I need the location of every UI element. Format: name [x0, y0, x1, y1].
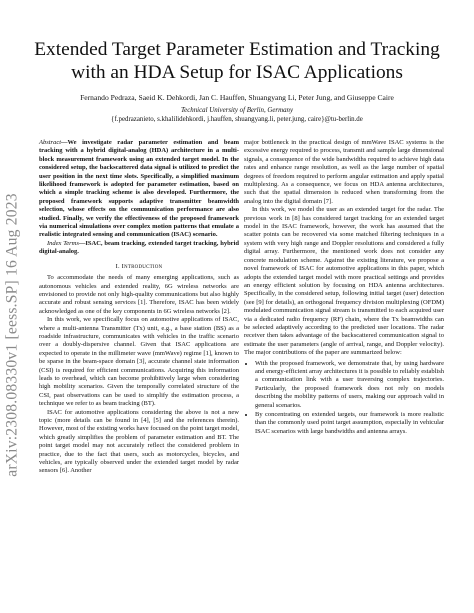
contribution-item: • By concentrating on extended targets, our framework is more realistic than the commonly used point target assumption, especially in vehicular ISAC scenarios with large bandwidths and antenna arrays. [255, 411, 444, 436]
contribution-list [244, 360, 444, 437]
left-column [39, 139, 239, 476]
affiliation: Technical University of Berlin, Germany [180, 107, 294, 114]
abstract-text: —We investigate radar parameter estimation and beam tracking with a hybrid digital-analog (HDA) architecture in a multi-block measurement framework using an extended target model. In the considered setup, the backscattered data signal is utilized to predict the user position in the next time slots. Specifically, a simplified maximum likelihood framework is adopted for parameter estimation, based on which a simple tracking scheme is also developed. Furthermore, the proposed framework supports adaptive transmitter beamwidth selection, whose effects on the communication performance are also studied. Finally, we verify the effectiveness of the proposed framework via numerical simulations over complex motion patterns that emulate a realistic integrated sensing and communication (ISAC) scenario. [39, 139, 239, 239]
author-list: Fernando Pedraza, Saeid K. Dehkordi, Jan C. Hauffen, Shuangyang Li, Peter Jung, and Giuseppe Caire [80, 93, 394, 102]
abstract [39, 139, 239, 240]
index-terms-label: Index Terms [47, 239, 79, 247]
index-terms [39, 240, 239, 257]
paragraph: In this work, we specifically focus on automotive applications of ISAC, where a multi-antenna Transmitter (Tx) unit, e.g., a base station (BS) as a roadside infrastructure, communicates with vehicles in the traffic scenario over a doubly-dispersive channel. Given that ISAC applications are expected to operate in the millimeter wave (mmWave) regime [1], known to be sparse in the beam-space domain [3], accurate channel state information (CSI) is required for efficient communications. Acquiring this information leads to overhead, which can become prohibitively large when considering high mobility scenarios. Given the temporally correlated structure of the CSI, past observations can be used to simplify the estimation process, a technique we refer to as beam tracking (BT). [39, 316, 239, 408]
paragraph: major bottleneck in the practical design of mmWave ISAC systems is the excessive energy required to process, transmit and sample large dimensional signals, a consequence of the wide bandwidths required to achieve high data rates and enhance range resolution, as well as the large number of spatial degrees of freedom required to perform angular estimation and apply spatial multiplexing. As a consequence, we focus on HDA antenna architectures, such that the spatial dimension is reduced when transforming from the analog into the digital domain [7]. [244, 139, 444, 205]
paragraph: In this work, we model the user as an extended target for the radar. The previous work in [8] has considered target tracking for an extended target model in the ISAC framework, however, the work has assumed that the scatter points can be recovered via some matched filtering techniques in a system with very high range and Doppler resolutions and considered a fully digital array. Furthermore, the mentioned work does not consider any concrete modulation scheme. Against the existing literature, we propose a novel framework of ISAC for automotive applications in this paper, which adopts the extended target model with more practical settings and provides an energy efficient solution by focusing on HDA antenna architectures. Specifically, in the considered setup, following initial target (user) detection (see [9] for details), an orthogonal frequency division multiplexing (OFDM) modulated communication signal stream is transmitted to each acquired user via a dedicated radio frequency (RF) chain, where the Tx beamwidths can be selected adaptively according to the predicted user locations. The radar receiver then takes advantage of the backscattered communication signal to estimate the user parameters (angle of arrival, range, and Doppler velocity). The major contributions of the paper are summarized below: [244, 206, 444, 357]
index-terms-text: —ISAC, beam tracking, extended target tracking, hybrid digital-analog. [39, 239, 239, 256]
contribution-item: • With the proposed framework, we demonstrate that, by using hardware and energy-efficient array architectures it is possible to reliably establish a communication link with a user traversing complex trajectories. Particularly, the proposed framework does not rely on models describing the mobility patterns of users, making our approach valid in general scenarios. [255, 360, 444, 410]
arxiv-id: arXiv:2308.08330v1 [eess.SP] 16 Aug 2023 [4, 192, 22, 477]
title-line-2: with an HDA Setup for ISAC Applications [71, 62, 403, 83]
title-line-1: Extended Target Parameter Estimation and Tracking [34, 39, 440, 60]
abstract-label: Abstract [39, 139, 62, 146]
right-column [244, 139, 444, 437]
paper-title [30, 38, 444, 84]
arxiv-watermark [4, 192, 22, 477]
paragraph: ISAC for automotive applications considering the above is not a new topic (more details can be found in [4], [5] and the references therein). However, most of the existing works have focused on the point target model, which greatly simplifies the problem of parameter estimation and BT. The point target model may not accurately reflect the considered problem in practice, due to the fact that users, such as motorcycles, bicycles, and vehicles, are typically observed under the extended target model by radar sensors [6]. Another [39, 408, 239, 475]
email-list: {f.pedrazanieto, s.khalilidehkordi, j.hauffen, shuangyang.li, peter.jung, caire}@tu-berlin.de [111, 116, 363, 123]
paragraph: To accommodate the needs of many emerging applications, such as autonomous vehicles and extended reality, 6G wireless networks are envisioned to provide not only high-quality communications but also highly accurate and robust sensing services [1]. Therefore, ISAC has been widely acknowledged as one of the key components in 6G wireless networks [2]. [39, 274, 239, 315]
section-heading: I. Introduction [115, 262, 163, 270]
